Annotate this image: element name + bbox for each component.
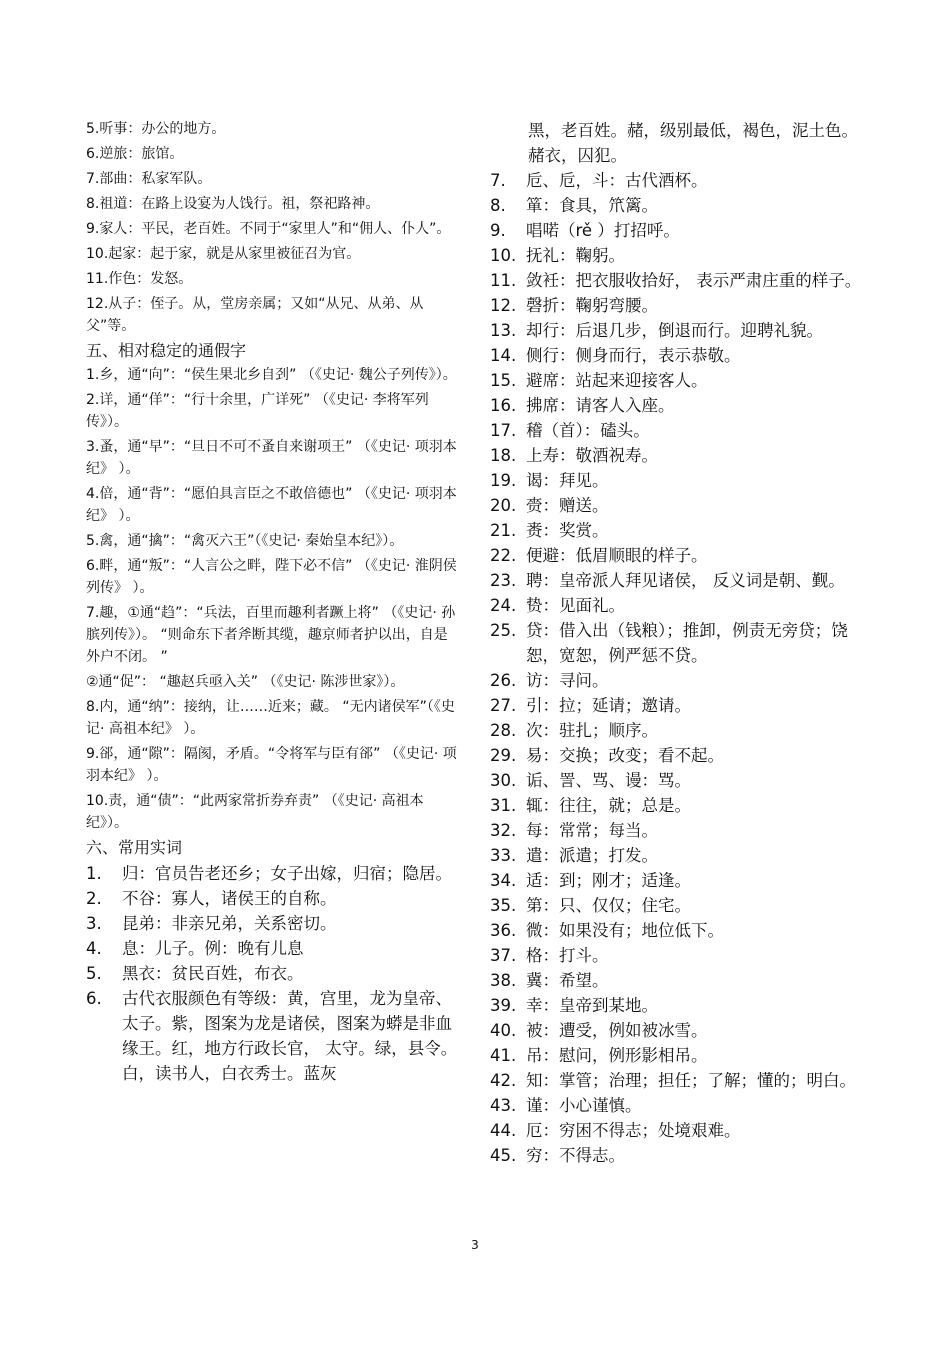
item-text: 磬折：鞠躬弯腰。 (526, 296, 658, 315)
list-item (490, 443, 868, 468)
item-text: 归：官员告老还乡；女子出嫁，归宿；隐居。 (122, 864, 452, 883)
item-text: 次：驻扎；顺序。 (526, 721, 658, 740)
term-list-small (86, 118, 458, 337)
page-number: 3 (471, 1238, 479, 1252)
list-item: 7.部曲：私家军队。 (86, 171, 212, 187)
list-item (490, 1118, 868, 1143)
list-item: ②通“促”： “趣赵兵亟入关” （《史记· 陈涉世家》）。 (86, 674, 405, 690)
list-item: 9.家人：平民，老百姓。不同于“家里人”和“佣人、仆人”。 (86, 221, 451, 237)
tongjiazi-list (86, 364, 458, 834)
list-item (490, 818, 868, 843)
list-item (490, 1043, 868, 1068)
list-item (490, 293, 868, 318)
list-item (490, 1018, 868, 1043)
item-number: 31. (490, 796, 517, 815)
item-text: 唱喏（rě ）打招呼。 (526, 221, 680, 240)
list-item: 11.作色：发怒。 (86, 271, 193, 287)
item-text: 微：如果没有；地位低下。 (526, 921, 724, 940)
item-number: 43. (490, 1096, 517, 1115)
list-item (490, 168, 868, 193)
item-number: 15. (490, 371, 517, 390)
item-text: 辄：往往，就；总是。 (526, 796, 691, 815)
item-number: 2. (86, 889, 102, 908)
list-item (490, 893, 868, 918)
item-number: 32. (490, 821, 517, 840)
list-item: 4.倍，通“背”：“愿伯具言臣之不敢倍德也” （《史记· 项羽本纪》 ）。 (86, 486, 457, 524)
item-text: 稽（首）：磕头。 (526, 421, 650, 440)
right-column (490, 118, 868, 1168)
list-item: 2.详，通“佯”：“行十余里，广详死” （《史记· 李将军列传》）。 (86, 392, 429, 430)
item-text: 厄：穷困不得志；处境艰难。 (526, 1121, 741, 1140)
list-item: 5.禽，通“擒”：“禽灭六王”（《史记· 秦始皇本纪》）。 (86, 533, 404, 549)
item-text: 格：打斗。 (526, 946, 609, 965)
item-number: 37. (490, 946, 517, 965)
list-item: 5.听事：办公的地方。 (86, 121, 226, 137)
item-number: 8. (490, 196, 506, 215)
item-number: 18. (490, 446, 517, 465)
list-item (490, 268, 868, 293)
item-number: 3. (86, 914, 102, 933)
item-text: 诟、詈、骂、谩：骂。 (526, 771, 691, 790)
item-text: 第：只、仅仅；住宅。 (526, 896, 691, 915)
list-item (490, 868, 868, 893)
item-number: 29. (490, 746, 517, 765)
item-number: 34. (490, 871, 517, 890)
item-number: 24. (490, 596, 517, 615)
item-number: 26. (490, 671, 517, 690)
list-item (490, 1143, 868, 1168)
item-continuation: 黑，老百姓。赭，级别最低，褐色，泥土色。赭衣，囚犯。 (528, 121, 858, 165)
item-number: 5. (86, 964, 102, 983)
item-number: 44. (490, 1121, 517, 1140)
item-text: 引：拉；延请；邀请。 (526, 696, 691, 715)
item-text: 访：寻问。 (526, 671, 609, 690)
list-item: 10.责，通“债”：“此两家常折券弃责” （《史记· 高祖本纪》）。 (86, 793, 424, 831)
item-text: 谨：小心谨慎。 (526, 1096, 642, 1115)
item-text: 古代衣服颜色有等级：黄，宫里，龙为皇帝、太子。紫，图案为龙是诸侯，图案为蟒是非血缘王。红，地方行政长官， 太守。绿，县令。白，读书人，白衣秀士。蓝灰 (122, 989, 458, 1083)
list-item (490, 968, 868, 993)
list-item (490, 343, 868, 368)
item-text: 被：遭受，例如被冰雪。 (526, 1021, 708, 1040)
list-item (490, 918, 868, 943)
item-number: 38. (490, 971, 517, 990)
item-number: 39. (490, 996, 517, 1015)
list-item: 8.内，通“纳”：接纳，让……近来；藏。 “无内诸侯军”（《史记· 高祖本纪》 ）。 (86, 699, 455, 737)
item-text: 幸：皇帝到某地。 (526, 996, 658, 1015)
item-text: 冀：希望。 (526, 971, 609, 990)
item-number: 20. (490, 496, 517, 515)
shici-list-right (490, 168, 868, 1168)
list-item (490, 368, 868, 393)
list-item (490, 468, 868, 493)
item-number: 33. (490, 846, 517, 865)
list-item (490, 743, 868, 768)
list-item: 9.郤，通“隙”：隔阂，矛盾。“令将军与臣有郤” （《史记· 项羽本纪》 ）。 (86, 746, 457, 784)
item-text: 吊：慰问，例形影相吊。 (526, 1046, 708, 1065)
left-column (86, 118, 458, 1086)
item-text: 贷：借入出（钱粮）；推卸，例责无旁贷；饶恕，宽恕，例严惩不贷。 (526, 621, 848, 665)
item-number: 23. (490, 571, 517, 590)
item-text: 不谷：寡人，诸侯王的自称。 (122, 889, 337, 908)
item-number: 1. (86, 864, 102, 883)
item-text: 息：儿子。例：晚有儿息 (122, 939, 304, 958)
item-number: 17. (490, 421, 517, 440)
item-text: 知：掌管；治理；担任；了解；懂的；明白。 (526, 1071, 856, 1090)
list-item (490, 793, 868, 818)
list-item (86, 861, 458, 886)
list-item: 7.趣，①通“趋”：“兵法，百里而趣利者蹶上将” （《史记· 孙膑列传》）。 “则命东下者斧断其缆，趣京师者护以出，自是外户不闭。 ” (86, 605, 456, 665)
item-text: 避席：站起来迎接客人。 (526, 371, 708, 390)
list-item (490, 243, 868, 268)
item-number: 10. (490, 246, 517, 265)
item-text: 聘：皇帝派人拜见诸侯， 反义词是朝、觐。 (526, 571, 845, 590)
item-text: 侧行：侧身而行，表示恭敬。 (526, 346, 741, 365)
list-item (490, 568, 868, 593)
list-item (490, 618, 868, 668)
item-text: 敛衽：把衣服收拾好， 表示严肃庄重的样子。 (526, 271, 862, 290)
item-text: 拂席：请客人入座。 (526, 396, 675, 415)
list-item (490, 418, 868, 443)
list-item (490, 543, 868, 568)
item-number: 6. (86, 989, 102, 1008)
section-heading-tongjiazi: 五、相对稳定的通假字 (86, 341, 247, 360)
item-number: 13. (490, 321, 517, 340)
item-text: 箪：食具，笊篱。 (526, 196, 658, 215)
list-item (490, 993, 868, 1018)
shici-list-left (86, 861, 458, 1086)
list-item (490, 518, 868, 543)
item-number: 45. (490, 1146, 517, 1165)
item-number: 22. (490, 546, 517, 565)
list-item (86, 986, 458, 1086)
list-item (490, 1093, 868, 1118)
item-number: 12. (490, 296, 517, 315)
item-text: 赍：赠送。 (526, 496, 609, 515)
list-item (86, 911, 458, 936)
list-item (86, 961, 458, 986)
item-text: 便避：低眉顺眼的样子。 (526, 546, 708, 565)
item-text: 卮、卮，斗：古代酒杯。 (526, 171, 708, 190)
item-text: 谒：拜见。 (526, 471, 609, 490)
item-number: 16. (490, 396, 517, 415)
list-item (490, 693, 868, 718)
list-item: 10.起家：起于家，就是从家里被征召为官。 (86, 246, 361, 262)
item-text: 上寿：敬酒祝寿。 (526, 446, 658, 465)
item-number: 41. (490, 1046, 517, 1065)
list-item: 8.祖道：在路上设宴为人饯行。祖，祭祀路神。 (86, 196, 380, 212)
item-number: 11. (490, 271, 517, 290)
item-text: 贽：见面礼。 (526, 596, 625, 615)
item-text: 遣：派遣；打发。 (526, 846, 658, 865)
list-item (490, 943, 868, 968)
list-item (86, 936, 458, 961)
item-text: 昆弟：非亲兄弟，关系密切。 (122, 914, 337, 933)
list-item (490, 318, 868, 343)
list-item (490, 718, 868, 743)
item-number: 42. (490, 1071, 517, 1090)
list-item: 1.乡，通“向”：“侯生果北乡自刭” （《史记· 魏公子列传》）。 (86, 367, 457, 383)
list-item (490, 193, 868, 218)
item-number: 19. (490, 471, 517, 490)
item-number: 40. (490, 1021, 517, 1040)
item-number: 36. (490, 921, 517, 940)
list-item (86, 886, 458, 911)
list-item: 3.蚤，通“早”：“旦日不可不蚤自来谢项王” （《史记· 项羽本纪》 ）。 (86, 439, 457, 477)
item-number: 30. (490, 771, 517, 790)
item-number: 25. (490, 621, 517, 640)
item-text: 适：到；刚才；适逢。 (526, 871, 691, 890)
item-number: 7. (490, 171, 506, 190)
list-item (490, 1068, 868, 1093)
list-item: 6.逆旅：旅馆。 (86, 146, 184, 162)
list-item: 12.从子：侄子。从，堂房亲属；又如“从兄、从弟、从父”等。 (86, 296, 424, 334)
list-item: 6.畔，通“叛”：“人言公之畔，陛下必不信” （《史记· 淮阴侯列传》 ）。 (86, 558, 457, 596)
item-text: 抚礼：鞠躬。 (526, 246, 625, 265)
list-item (490, 593, 868, 618)
item-number: 21. (490, 521, 517, 540)
list-item (490, 218, 868, 243)
item-text: 每：常常；每当。 (526, 821, 658, 840)
item-text: 却行：后退几步，倒退而行。迎聘礼貌。 (526, 321, 823, 340)
section-heading-shici: 六、常用实词 (86, 838, 183, 857)
list-item (490, 768, 868, 793)
list-item (490, 843, 868, 868)
item-number: 4. (86, 939, 102, 958)
item-number: 27. (490, 696, 517, 715)
item-text: 黑衣：贫民百姓，布衣。 (122, 964, 304, 983)
list-item (490, 668, 868, 693)
item-number: 14. (490, 346, 517, 365)
list-item (490, 493, 868, 518)
item-number: 35. (490, 896, 517, 915)
list-item (490, 393, 868, 418)
item-number: 28. (490, 721, 517, 740)
item-text: 穷：不得志。 (526, 1146, 625, 1165)
item-number: 9. (490, 221, 506, 240)
item-text: 易：交换；改变；看不起。 (526, 746, 724, 765)
item-text: 赉：奖赏。 (526, 521, 609, 540)
